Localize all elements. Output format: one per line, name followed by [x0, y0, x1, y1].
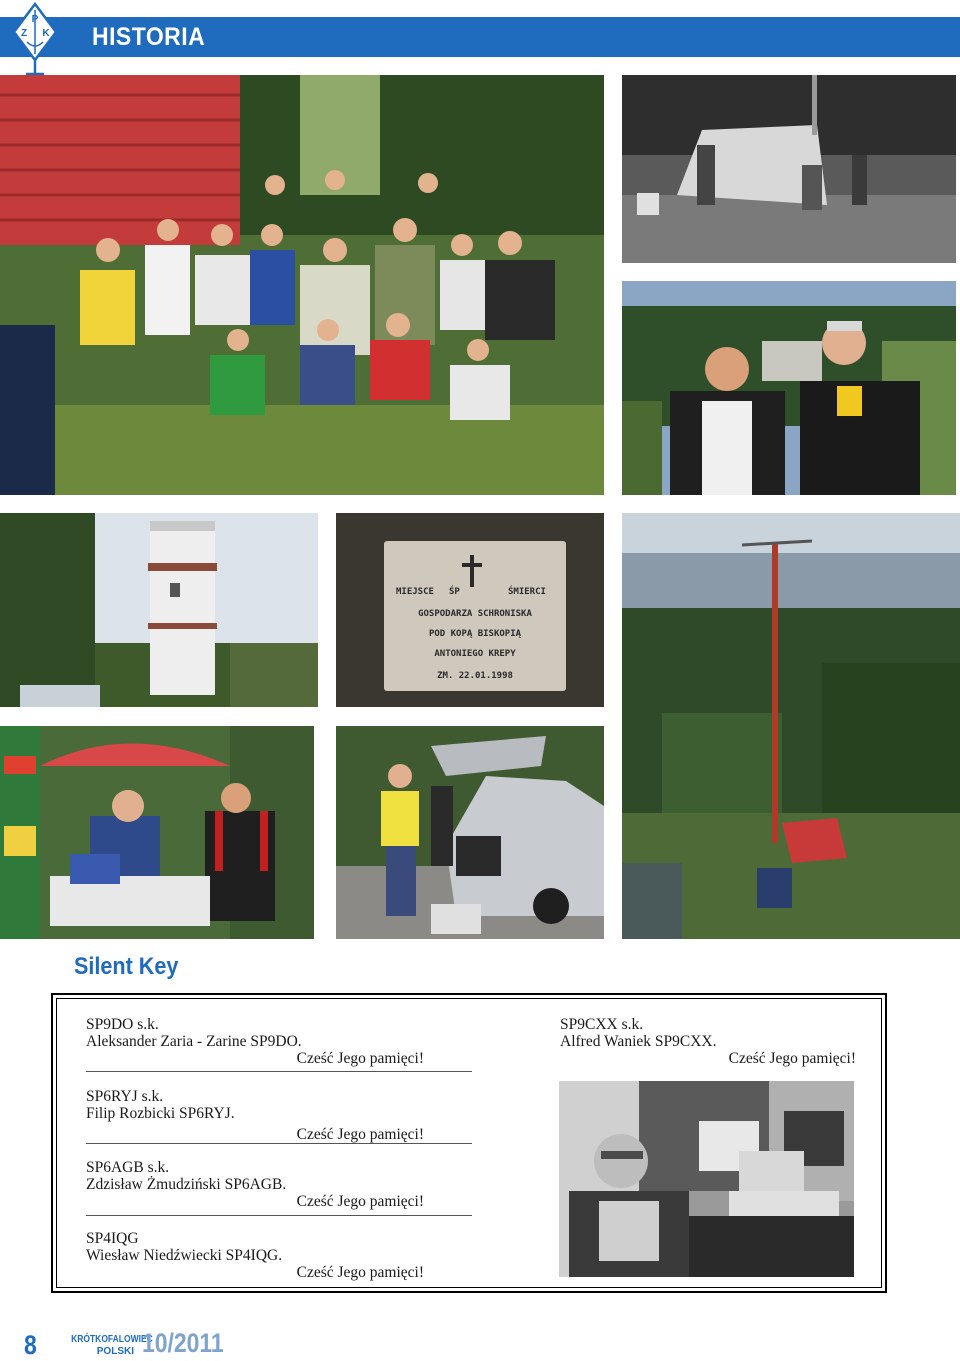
- entry-tribute: Cześć Jego pamięci!: [728, 1050, 856, 1067]
- plaque-line5: ZM. 22.01.1998: [437, 671, 513, 681]
- svg-text:P: P: [31, 14, 39, 25]
- memorial-plaque-photo: [336, 513, 604, 707]
- svg-text:Z: Z: [20, 28, 28, 39]
- car-photo: [336, 726, 604, 939]
- silent-key-entry: [86, 1159, 424, 1210]
- silent-key-entry: [86, 1016, 424, 1067]
- magazine-name-line1: KRÓTKOFALOWIEC: [71, 1334, 153, 1345]
- antenna-mast-photo: [622, 513, 960, 939]
- entry-name: Aleksander Zaria - Zarine SP9DO.: [86, 1033, 302, 1050]
- silent-key-entry: [86, 1088, 424, 1143]
- plaque-line4: ANTONIEGO KREPY: [434, 649, 516, 659]
- entry-tribute: Cześć Jego pamięci!: [296, 1050, 424, 1067]
- magazine-name-line2: POLSKI: [96, 1346, 134, 1357]
- issue-number: 10/2011: [142, 1328, 224, 1358]
- plaque-line1b: ŚP: [449, 587, 460, 597]
- cross-bar: [462, 563, 482, 567]
- entry-callsign: SP6AGB s.k.: [86, 1159, 170, 1176]
- entry-separator: [86, 1071, 472, 1072]
- entry-separator: [86, 1215, 472, 1216]
- portrait-photo-bw: [559, 1081, 854, 1277]
- pzk-logo: [12, 2, 58, 76]
- group-photo: [0, 75, 604, 495]
- entry-tribute: Cześć Jego pamięci!: [296, 1193, 424, 1210]
- silent-key-heading: Silent Key: [74, 953, 179, 980]
- tent-photo-bw: [622, 75, 956, 263]
- plaque-line1c: ŚMIERCI: [508, 587, 546, 597]
- cross-icon: [470, 555, 474, 587]
- entry-separator: [86, 1143, 472, 1144]
- silent-key-entry: [560, 1016, 856, 1067]
- plaque-line2: GOSPODARZA SCHRONISKA: [418, 609, 532, 619]
- page-number: 8: [24, 1330, 37, 1360]
- entry-tribute: Cześć Jego pamięci!: [296, 1126, 424, 1143]
- entry-tribute: Cześć Jego pamięci!: [296, 1264, 424, 1281]
- radio-station-photo: [0, 726, 314, 939]
- entry-callsign: SP9DO s.k.: [86, 1016, 159, 1033]
- entry-name: Alfred Waniek SP9CXX.: [560, 1033, 717, 1050]
- entry-name: Filip Rozbicki SP6RYJ.: [86, 1105, 235, 1122]
- entry-callsign: SP6RYJ s.k.: [86, 1088, 164, 1105]
- entry-callsign: SP4IQG: [86, 1230, 139, 1247]
- entry-name: Wiesław Niedźwiecki SP4IQG.: [86, 1247, 283, 1264]
- plaque-line1a: MIEJSCE: [396, 587, 434, 597]
- entry-callsign: SP9CXX s.k.: [560, 1016, 644, 1033]
- silent-key-entry: [86, 1230, 424, 1281]
- plaque-line3: POD KOPĄ BISKOPIĄ: [428, 629, 522, 639]
- tower-photo: [0, 513, 318, 707]
- two-men-photo: [622, 281, 956, 495]
- section-header-title: HISTORIA: [92, 23, 206, 51]
- svg-text:K: K: [42, 28, 50, 39]
- entry-name: Zdzisław Żmudziński SP6AGB.: [86, 1176, 287, 1193]
